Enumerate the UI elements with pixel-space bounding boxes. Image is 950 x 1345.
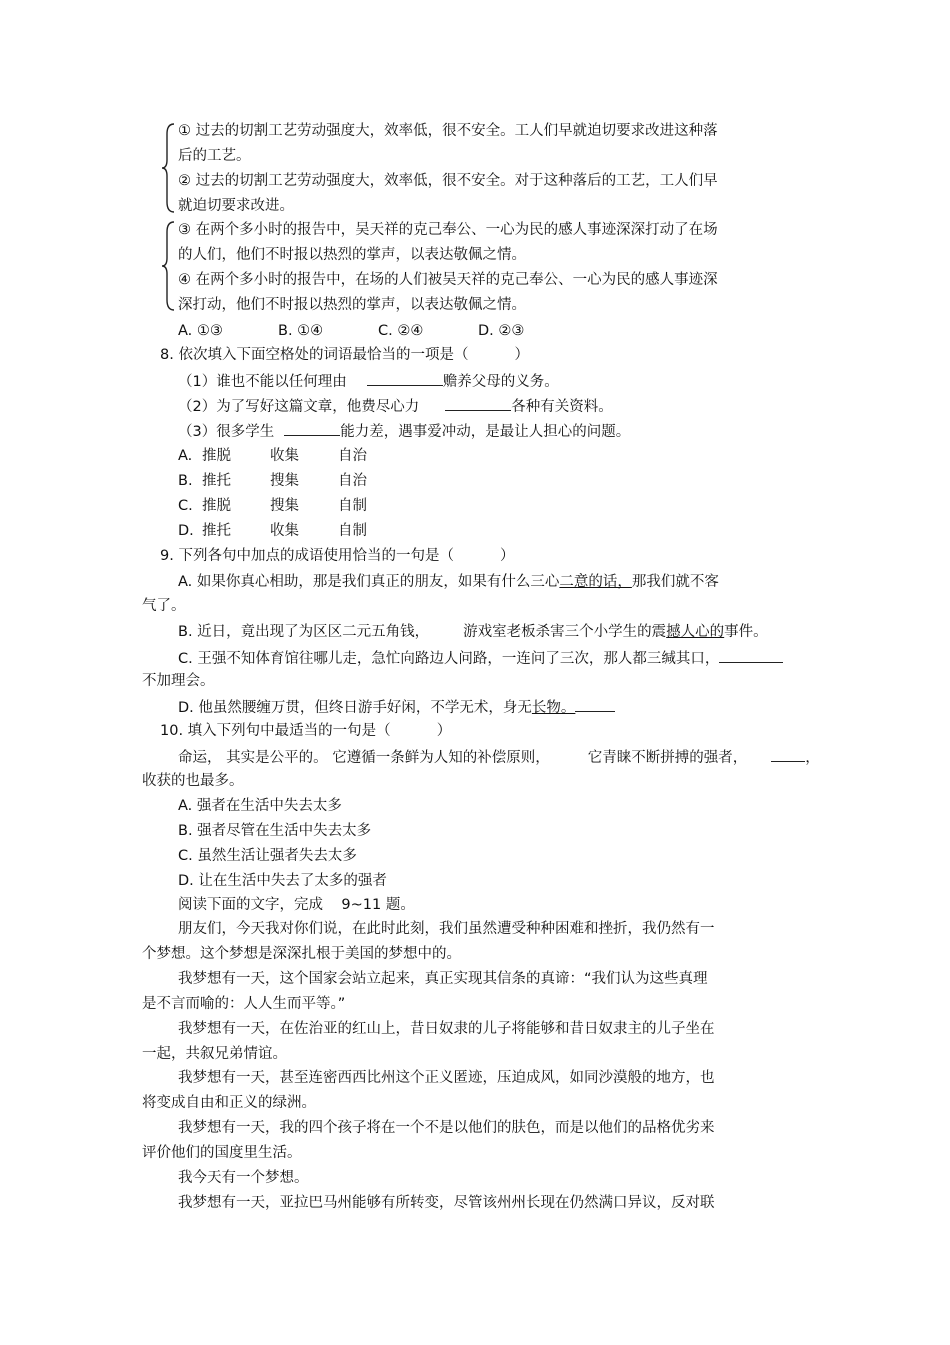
option-word-2: 收集 xyxy=(270,523,299,539)
left-brace-icon xyxy=(160,122,178,214)
q8-s1-text: （1）谁也不能以任何理由 xyxy=(178,374,347,390)
option-letter: C. xyxy=(178,498,193,514)
option-word-1: 推托 xyxy=(202,523,231,539)
option-3-line-1: ③ 在两个多小时的报告中，吴天祥的克己奉公、一心为民的感人事迹深深打动了在场 xyxy=(178,222,718,238)
q8-sentence-3 xyxy=(178,421,630,441)
option-3-line-2: 的人们，他们不时报以热烈的掌声，以表达敬佩之情。 xyxy=(178,247,526,263)
option-word-1: 推脱 xyxy=(202,448,231,464)
q10-text-2: 它青睐不断拼搏的强者， xyxy=(587,750,748,766)
q9-b-end: 事件。 xyxy=(724,624,768,640)
option-word-3: 自治 xyxy=(338,448,367,464)
passage-line: 将变成自由和正义的绿洲。 xyxy=(142,1095,316,1111)
passage-line: 我梦想有一天，亚拉巴马州能够有所转变，尽管该州州长现在仍然满口异议，反对联 xyxy=(178,1195,715,1211)
q10-comma: ， xyxy=(805,750,820,766)
q8-s2-end: 各种有关资料。 xyxy=(511,399,613,415)
q10-option-d: D. 让在生活中失去了太多的强者 xyxy=(178,873,387,889)
option-4-line-1: ④ 在两个多小时的报告中，在场的人们被吴天祥的克己奉公、一心为民的感人事迹深 xyxy=(178,272,718,288)
q10-option-a: A. 强者在生活中失去太多 xyxy=(178,798,342,814)
q9-option-d xyxy=(178,697,615,717)
q7-choice-b: B. ①④ xyxy=(278,323,324,339)
passage-line: 个梦想。这个梦想是深深扎根于美国的梦想中的。 xyxy=(142,946,461,962)
reading-intro: 阅读下面的文字，完成 9~11 题。 xyxy=(178,897,415,913)
q7-choice-d: D. ②③ xyxy=(478,323,525,339)
underlined-idiom: 二意的话， xyxy=(559,574,632,590)
option-word-2: 收集 xyxy=(270,448,299,464)
option-word-2: 搜集 xyxy=(270,473,299,489)
option-4-line-2: 深打动，他们不时报以热烈的掌声，以表达敬佩之情。 xyxy=(178,297,526,313)
passage-line: 是不言而喻的：人人生而平等。” xyxy=(142,996,346,1012)
underlined-idiom: 长物。 xyxy=(531,700,576,716)
blank-3 xyxy=(284,421,340,436)
q7-choice-c: C. ②④ xyxy=(378,323,424,339)
option-word-3: 自治 xyxy=(338,473,367,489)
option-word-1: 推脱 xyxy=(202,498,231,514)
q9-option-c-cont: 不加理会。 xyxy=(142,673,215,689)
q8-stem: 8. 依次填入下面空格处的词语最恰当的一项是（ ） xyxy=(160,347,530,363)
q7-choice-a: A. ①③ xyxy=(178,323,223,339)
q9-option-a-cont: 气了。 xyxy=(142,598,186,614)
passage-line: 一起，共叙兄弟情谊。 xyxy=(142,1046,287,1062)
option-word-3: 自制 xyxy=(338,523,367,539)
passage-line: 我梦想有一天，甚至连密西西比州这个正义匿迹，压迫成风，如同沙漠般的地方，也 xyxy=(178,1070,715,1086)
q9-a-text: A. 如果你真心相助，那是我们真正的朋友，如果有什么三心 xyxy=(178,574,560,590)
q9-c-text: C. 王强不知体育馆往哪儿走，急忙向路边人问路，一连问了三次，那人都三缄其口， xyxy=(178,651,720,667)
blank-2 xyxy=(445,396,511,411)
option-word-1: 推托 xyxy=(202,473,231,489)
passage-line: 评价他们的国度里生活。 xyxy=(142,1145,302,1161)
q8-s3-text: （3）很多学生 xyxy=(178,424,275,440)
option-letter: B. xyxy=(178,473,193,489)
underlined-idiom: 撼人心的 xyxy=(666,624,725,640)
option-2-line-1: ② 过去的切割工艺劳动强度大，效率低，很不安全。对于这种落后的工艺，工人们早 xyxy=(178,173,718,189)
q10-text-1: 命运， 其实是公平的。 它遵循一条鲜为人知的补偿原则， xyxy=(178,750,550,766)
q8-sentence-2 xyxy=(178,396,613,416)
q8-s3-end: 能力差，遇事爱冲动，是最让人担心的问题。 xyxy=(340,424,631,440)
q9-stem: 9. 下列各句中加点的成语使用恰当的一句是（ ） xyxy=(160,548,515,564)
q9-option-b xyxy=(178,623,768,641)
q10-option-b: B. 强者尽管在生活中失去太多 xyxy=(178,823,372,839)
passage-line: 朋友们，今天我对你们说，在此时此刻，我们虽然遭受种种困难和挫折，我仍然有一 xyxy=(178,921,715,937)
q9-b-mid: 游戏室老板杀害三个小学生的震 xyxy=(463,624,667,640)
underline-mark xyxy=(575,697,615,712)
option-word-3: 自制 xyxy=(338,498,367,514)
q10-passage-line-2: 收获的也最多。 xyxy=(142,773,244,789)
q9-option-c xyxy=(178,648,783,668)
q10-option-c: C. 虽然生活让强者失去太多 xyxy=(178,848,357,864)
q8-sentence-1 xyxy=(178,371,559,391)
option-letter: D. xyxy=(178,523,194,539)
passage-line: 我今天有一个梦想。 xyxy=(178,1170,309,1186)
q8-s2-text: （2）为了写好这篇文章，他费尽心力 xyxy=(178,399,420,415)
passage-line: 我梦想有一天，我的四个孩子将在一个不是以他们的肤色，而是以他们的品格优劣来 xyxy=(178,1120,715,1136)
q10-stem: 10. 填入下列句中最适当的一句是（ ） xyxy=(160,723,452,739)
blank-1 xyxy=(367,371,443,386)
option-word-2: 搜集 xyxy=(270,498,299,514)
blank xyxy=(771,747,805,762)
q9-a-end: 那我们就不客 xyxy=(631,574,719,590)
passage-line: 我梦想有一天，在佐治亚的红山上，昔日奴隶的儿子将能够和昔日奴隶主的儿子坐在 xyxy=(178,1021,715,1037)
q9-b-text: B. 近日，竟出现了为区区二元五角钱， xyxy=(178,624,430,640)
q8-s1-end: 赡养父母的义务。 xyxy=(442,374,559,390)
q9-option-a xyxy=(178,573,719,591)
option-2-line-2: 就迫切要求改进。 xyxy=(178,198,294,214)
q9-d-text: D. 他虽然腰缠万贯，但终日游手好闲，不学无术，身无 xyxy=(178,700,532,716)
passage-line: 我梦想有一天，这个国家会站立起来，真正实现其信条的真谛：“我们认为这些真理 xyxy=(178,971,708,987)
option-letter: A. xyxy=(178,448,193,464)
left-brace-icon xyxy=(160,220,178,312)
option-1-line-2: 后的工艺。 xyxy=(178,148,251,164)
option-1-line-1: ① 过去的切割工艺劳动强度大，效率低，很不安全。工人们早就迫切要求改进这种落 xyxy=(178,123,718,139)
underline-mark xyxy=(719,648,783,663)
q10-passage-line-1 xyxy=(178,747,820,767)
